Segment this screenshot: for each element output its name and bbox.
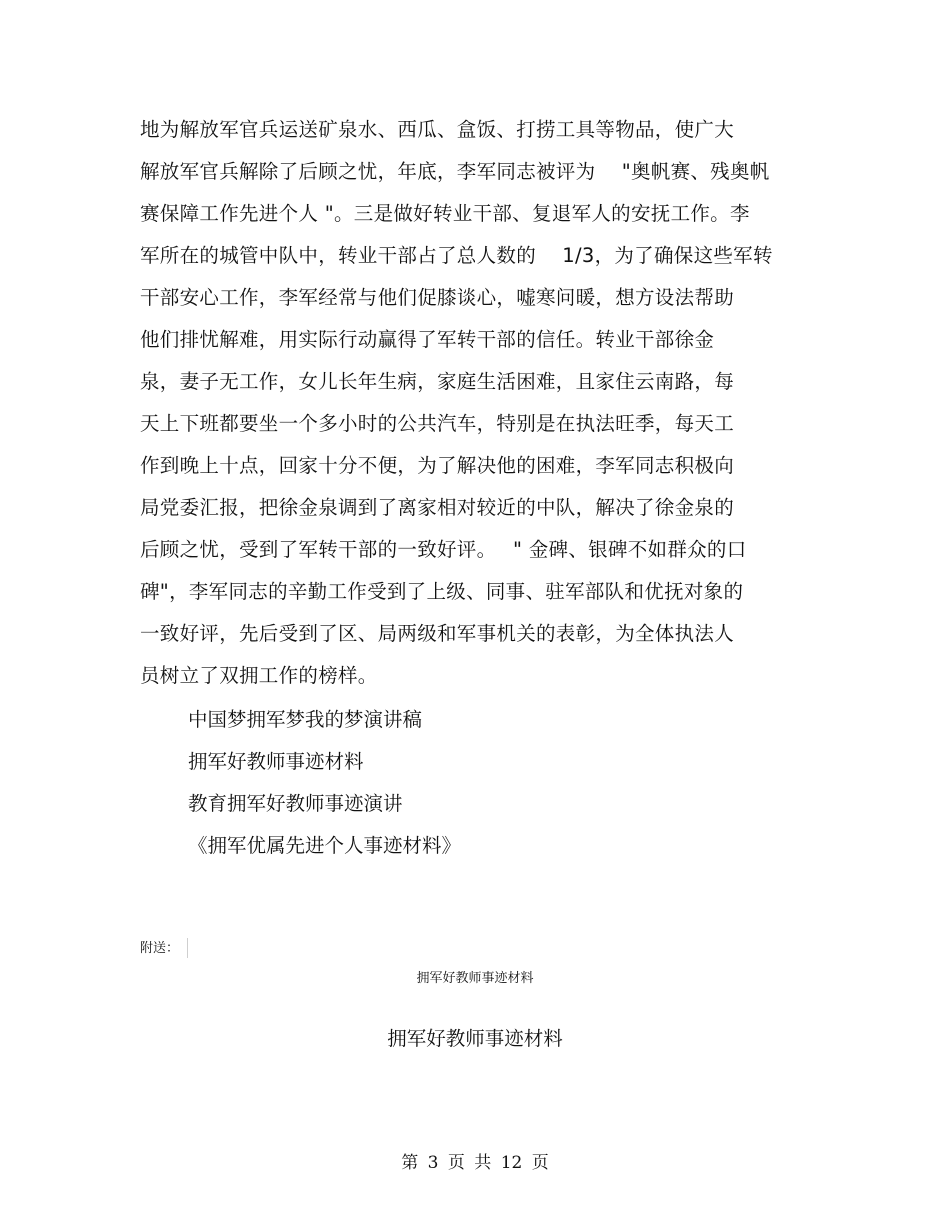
appendix-main-title: 拥军好教师事迹材料	[387, 1027, 563, 1050]
paragraph-line: 赛保障工作先进个人 "。三是做好转业干部、复退军人的安抚工作。李	[140, 202, 750, 225]
related-item: 拥军好教师事迹材料	[188, 750, 364, 773]
paragraph-line: 局党委汇报，把徐金泉调到了离家相对较近的中队，解决了徐金泉的	[140, 496, 735, 519]
paragraph-line: 他们排忧解难，用实际行动赢得了军转干部的信任。转业干部徐金	[140, 328, 715, 351]
paragraph-line: 军所在的城管中队中，转业干部占了总人数的 1/3，为了确保这些军转	[140, 244, 773, 267]
appendix-small-title: 拥军好教师事迹材料	[416, 971, 534, 986]
paragraph-line: 作到晚上十点，回家十分不便，为了解决他的困难，李军同志积极向	[140, 454, 735, 477]
paragraph-line: 干部安心工作，李军经常与他们促膝谈心，嘘寒问暖，想方设法帮助	[140, 286, 735, 309]
related-item: 中国梦拥军梦我的梦演讲稿	[188, 708, 423, 731]
page-footer: 第 3 页 共 12 页	[401, 1153, 549, 1173]
paragraph-line: 一致好评，先后受到了区、局两级和军事机关的表彰，为全体执法人	[140, 622, 735, 645]
paragraph-line: 碑"，李军同志的辛勤工作受到了上级、同事、驻军部队和优抚对象的	[140, 580, 744, 603]
appendix-box	[176, 938, 188, 958]
paragraph-line: 天上下班都要坐一个多小时的公共汽车，特别是在执法旺季，每天工	[140, 412, 735, 435]
paragraph-line: 泉，妻子无工作，女儿长年生病，家庭生活困难，且家住云南路，每	[140, 370, 735, 393]
paragraph-line: 员树立了双拥工作的榜样。	[140, 664, 378, 687]
paragraph-line: 解放军官兵解除了后顾之忧，年底，李军同志被评为 "奥帆赛、残奥帆	[140, 160, 770, 183]
related-item: 教育拥军好教师事迹演讲	[188, 792, 403, 815]
paragraph-line: 后顾之忧，受到了军转干部的一致好评。 " 金碑、银碑不如群众的口	[140, 538, 747, 561]
related-item: 《拥军优属先进个人事迹材料》	[188, 834, 462, 857]
appendix-label: 附送：	[140, 941, 180, 956]
paragraph-line: 地为解放军官兵运送矿泉水、西瓜、盒饭、打捞工具等物品，使广大	[140, 118, 735, 141]
